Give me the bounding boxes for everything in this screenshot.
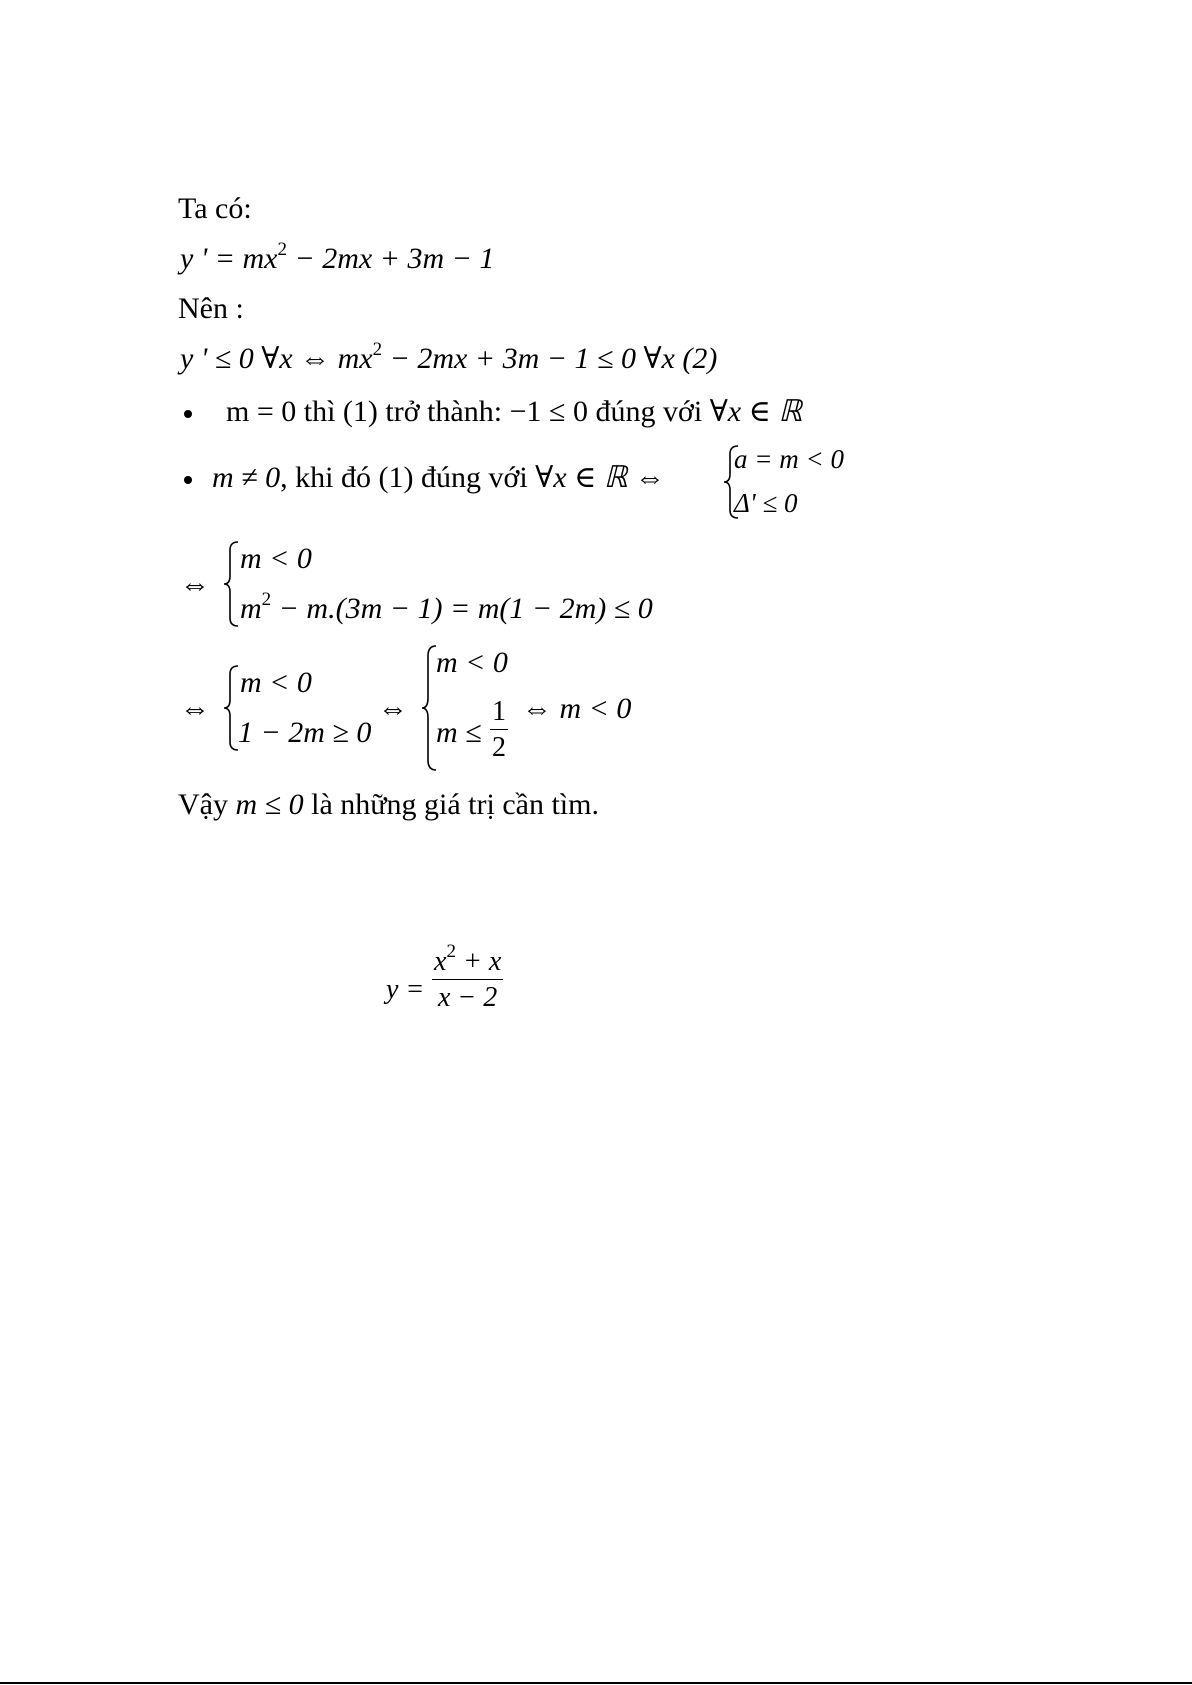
system-2-b-post: − m.(3m − 1) = m(1 − 2m) ≤ 0 — [271, 592, 653, 625]
case-1-text2: đúng với — [587, 395, 710, 428]
final-num-pre: x — [434, 946, 447, 977]
condition-rhs: − 2mx + 3m − 1 ≤ 0 ∀x (2) — [382, 342, 718, 375]
final-numerator — [432, 941, 503, 980]
exponent: 2 — [261, 589, 272, 610]
bullet-1 — [184, 410, 192, 418]
exponent: 2 — [372, 339, 383, 360]
final-denominator: x − 2 — [437, 982, 498, 1013]
case-2-m: m ≠ 0 — [212, 461, 281, 494]
system-4-b: m ≤ — [436, 716, 482, 749]
case-2-text: , khi đó (1) đúng với — [280, 461, 536, 494]
final-function-fraction — [432, 941, 503, 1013]
case-1-forall: ∀x ∈ ℝ — [709, 395, 803, 428]
condition-lhs: y ' ≤ 0 ∀x ⇔ mx — [180, 342, 373, 375]
system-3-b: 1 − 2m ≥ 0 — [238, 716, 372, 749]
conclusion-pre: Vậy — [178, 788, 236, 821]
system-3-a: m < 0 — [240, 666, 312, 699]
fraction-denominator: 2 — [492, 732, 506, 763]
fraction-numerator: 1 — [490, 698, 508, 730]
system-2-b-pre: m — [240, 592, 262, 625]
condition-equation — [180, 339, 718, 375]
iff-symbol-3: ⇔ — [378, 692, 408, 725]
iff-symbol-1: ⇔ — [180, 568, 210, 601]
exponent: 2 — [446, 941, 456, 962]
system-1-a: a = m < 0 — [734, 444, 844, 474]
system-4-a: m < 0 — [436, 646, 508, 679]
case-1-line — [226, 397, 802, 427]
fraction-one-half — [490, 698, 508, 762]
conclusion-math: m ≤ 0 — [235, 788, 304, 821]
derivative-rhs: − 2mx + 3m − 1 — [286, 242, 495, 275]
final-function-lhs: y = — [386, 974, 425, 1005]
conclusion-line — [178, 790, 599, 820]
system-1-b: Δ' ≤ 0 — [734, 488, 798, 518]
iff-symbol-2: ⇔ — [180, 692, 210, 725]
derivative-equation — [180, 239, 495, 275]
brace-2 — [222, 540, 242, 628]
nen-label: Nên : — [178, 292, 244, 325]
exponent: 2 — [277, 239, 287, 260]
derivative-lhs: y ' = mx — [180, 242, 278, 275]
bottom-border — [0, 1682, 1192, 1684]
conclusion-post: là những giá trị cần tìm. — [303, 788, 599, 821]
case-2-line — [212, 463, 665, 493]
ta-co-label: Ta có: — [178, 192, 252, 225]
case-1-math: −1 ≤ 0 — [509, 395, 588, 428]
system-2-a: m < 0 — [240, 542, 312, 575]
result-line: ⇔ m < 0 — [522, 692, 632, 725]
final-num-post: + x — [455, 946, 502, 977]
bullet-2 — [184, 476, 192, 484]
case-2-math: ∀x ∈ ℝ ⇔ — [535, 461, 666, 494]
system-2-b — [240, 589, 653, 625]
case-1-text: m = 0 thì (1) trở thành: — [226, 395, 510, 428]
